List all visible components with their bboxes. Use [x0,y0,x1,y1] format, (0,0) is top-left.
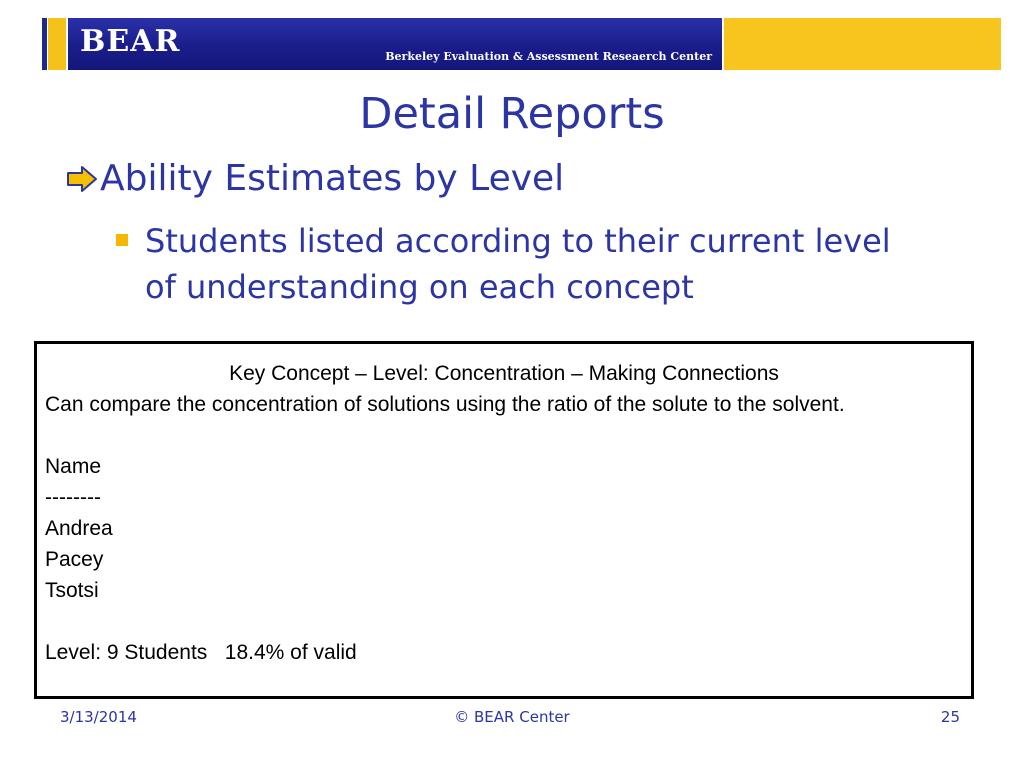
bear-logo: BEAR [80,24,181,59]
arrow-right-icon [66,159,100,199]
student-name: Pacey [45,548,104,571]
level-summary: Level: 9 Students 18.4% of valid [45,641,357,664]
bullet-level-1-text: Ability Estimates by Level [100,158,565,199]
student-name: Tsotsi [45,579,99,602]
report-box [34,341,974,699]
banner-left-gold-block [48,18,66,70]
bullet-level-2 [116,218,936,310]
bullet-level-1 [66,156,564,202]
banner-subtitle: Berkeley Evaluation & Assessment Reseaerch Center [385,50,712,63]
footer-page-number: 25 [940,708,960,726]
footer-date: 3/13/2014 [60,708,137,726]
name-separator: -------- [45,486,101,509]
report-description: Can compare the concentration of solutions using the ratio of the solute to the solvent. [45,393,845,416]
name-column-header: Name [45,455,102,478]
banner-right-gold-block [724,18,1001,70]
student-name: Andrea [45,517,113,540]
report-heading: Key Concept – Level: Concentration – Making Connections [229,362,779,385]
slide-title: Detail Reports [359,89,665,139]
footer-copyright: © BEAR Center [454,708,570,726]
banner-left-stripe [42,18,47,70]
spacer [45,606,955,637]
square-bullet-icon [116,234,128,246]
report-body [45,389,955,668]
bullet-level-2-text: Students listed according to their current level of understanding on each concept [145,222,891,306]
